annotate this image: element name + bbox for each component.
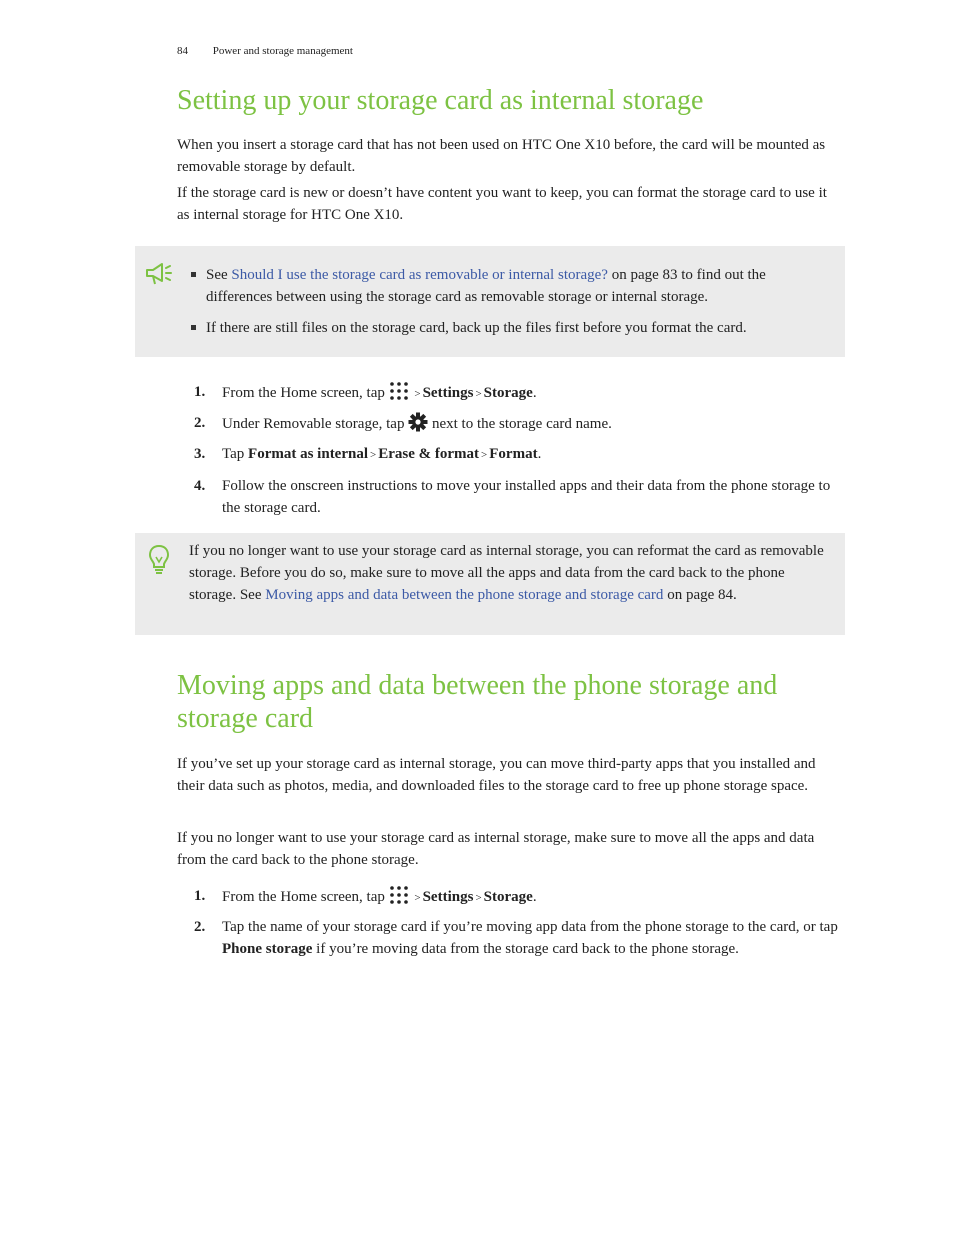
link-removable-or-internal[interactable]: Should I use the storage card as removable or internal storage? <box>231 267 608 283</box>
section-title-setup: Setting up your storage card as internal storage <box>177 85 704 116</box>
step-4: 4. Follow the onscreen instructions to move your installed apps and their data from the phone storage to the storage card. <box>194 478 831 516</box>
section-title-moving: Moving apps and data between the phone storage and storage card <box>177 670 778 734</box>
megaphone-icon <box>144 260 174 286</box>
paragraph: If you no longer want to use your storage card as internal storage, make sure to move all the apps and data from the card back to the phone storage. <box>177 830 815 868</box>
paragraph: When you insert a storage card that has not been used on HTC One X10 before, the card will be mounted as removable storage by default. <box>177 137 826 175</box>
paragraph: If you’ve set up your storage card as internal storage, you can move third-party apps that you installed and their data such as photos, media, and downloaded files to the storage card to free up phone storage space. <box>177 756 816 794</box>
step-3: 3. Tap Format as internal > Erase & format > Format. <box>194 446 542 462</box>
apps-grid-icon <box>389 885 409 905</box>
chapter-title: Power and storage management <box>212 45 353 57</box>
step-2: 2. Under Removable storage, tap next to the storage card name. <box>222 412 842 435</box>
link-moving-apps[interactable]: Moving apps and data between the phone storage and storage card <box>265 587 664 603</box>
page-header <box>177 45 353 57</box>
note-bullet: If there are still files on the storage card, back up the files first before you format the card. <box>206 317 831 339</box>
page-number: 84 <box>177 45 188 57</box>
lightbulb-icon <box>148 544 170 576</box>
paragraph: If the storage card is new or doesn’t have content you want to keep, you can format the storage card to use it as internal storage for HTC One X10. <box>177 185 827 223</box>
apps-grid-icon <box>389 381 409 401</box>
step-1: 1. From the Home screen, tap > Settings > Storage. <box>222 381 842 405</box>
step-2: 2. Tap the name of your storage card if you’re moving app data from the phone storage to the card, or tap Phone storage if you’re moving data from the storage card back to the phone storage. <box>194 919 838 957</box>
note-bullet: See Should I use the storage card as removable or internal storage? on page 83 to find out the differences between using the storage card as removable storage or internal storage. <box>206 264 831 308</box>
gear-icon <box>408 412 428 432</box>
step-1: 1. From the Home screen, tap > Settings > Storage. <box>222 885 842 909</box>
tip-text: If you no longer want to use your storage card as internal storage, you can reformat the card as removable storage. Before you do so, make sure to move all the apps and data from the card back to the phone storage. See Moving apps and data between the phone storage and storage card on page 84. <box>189 543 824 603</box>
